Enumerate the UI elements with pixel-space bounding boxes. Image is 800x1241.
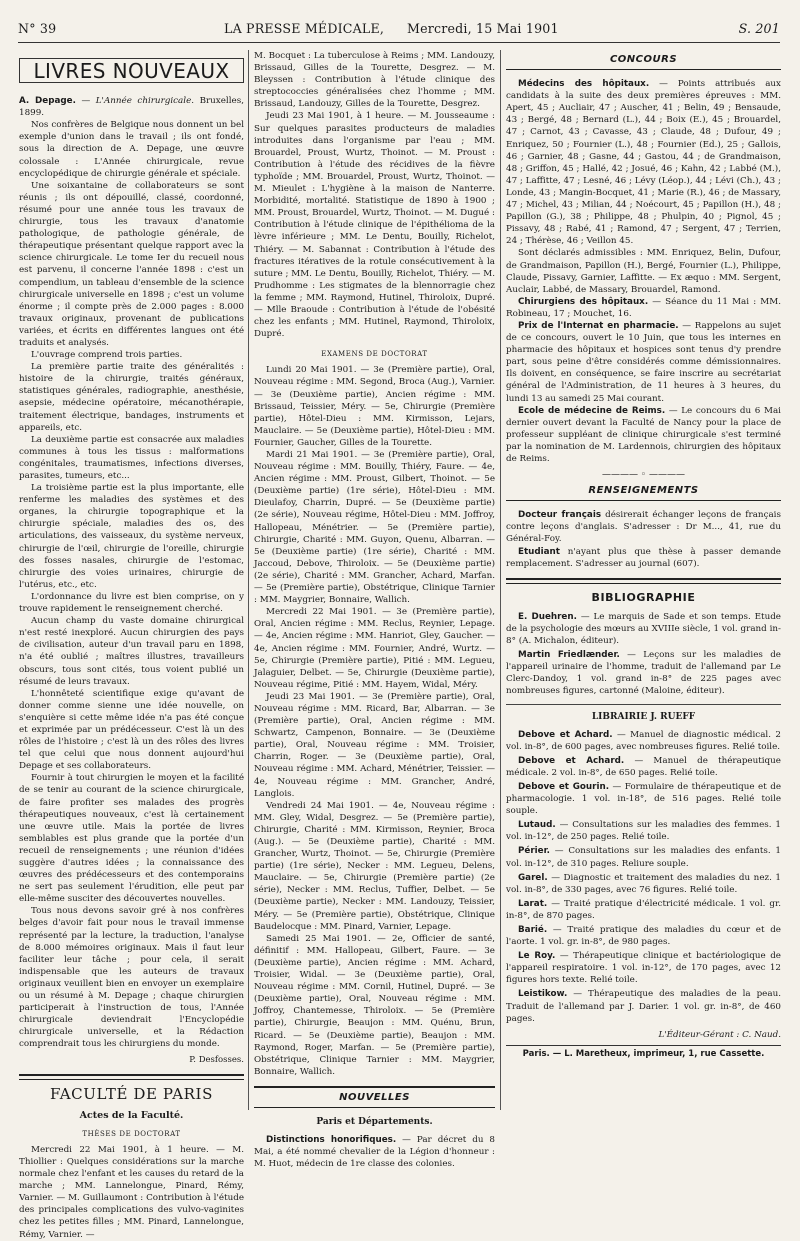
masthead-rule bbox=[18, 42, 780, 43]
examens-day: Lundi 20 Mai 1901. — 3e (Première partie), Oral, Nouveau régime : MM. Segond, Broca (Aug.), Varnier. — 3e (Deuxième partie), Ancien régime : MM. Brissaud, Teissier, Méry. — 5e, Chirurgie (Première partie), Hôtel-Dieu : MM. Kirmisson, Lejars, Mauclaire. — 5e (Deuxième partie), Hôtel-Dieu : MM. Fournier, Gaucher, Gilles de la Tourette. bbox=[254, 365, 495, 448]
examens-title: EXAMENS DE DOCTORAT bbox=[321, 350, 428, 359]
docteur-label: Docteur français bbox=[518, 510, 602, 521]
section-rule bbox=[506, 578, 781, 580]
book-entry bbox=[506, 845, 781, 869]
review-paragraph: Nos confrères de Belgique nous donnent un bel exemple d'union dans le travail ; ils ont fondé, sous la direction de A. Depage, une œuvre colossale : L'Année chirurgicale, revue encyclopédique de chirurgie générale et spéciale. bbox=[19, 120, 244, 179]
paris-title: Paris et Départements. bbox=[316, 1116, 433, 1127]
review-work: L'Année chirurgicale. bbox=[95, 96, 195, 107]
examens-day: Vendredi 24 Mai 1901. — 4e, Nouveau régime : MM. Gley, Widal, Desgrez. — 5e (Première partie), Chirurgie, Charité : MM. Kirmisson, Reynier, Broca (Aug.). — 5e (Deuxième partie), Charité : MM. Grancher, Wurtz, Thoinot. — 5e, Chirurgie (Première partie) (1re série), Necker : MM. Legueu, Delens, Mauclaire. — 5e, Chirurgie (Première partie) (2e série), Necker : MM. Reclus, Tuffier, Delbet. — 5e (Deuxième partie), Necker : MM. Landouzy, Teissier, Méry. — 5e (Première partie), Obstétrique, Clinique Baudelocque : MM. Pinard, Varnier, Lepage. bbox=[254, 800, 495, 932]
book-author: Lutaud. bbox=[518, 820, 556, 831]
review-author: A. Depage. bbox=[19, 96, 76, 107]
review-publisher: Bruxelles, 1899. bbox=[19, 96, 244, 119]
reims-label: Ecole de médecine de Reims. bbox=[518, 405, 666, 416]
internat-paragraph bbox=[506, 320, 781, 405]
review-paragraph: Fournir à tout chirurgien le moyen et la facilité de se tenir au courant de la science chirurgicale, de faire profiter ses malades des progrès thérapeutiques nouveaux, c'est là certainement une œuvre utile. Mais la portée de livres semblables est plus grande que la portée d'un recueil de renseignements ; une réunion d'idées suggère d'autres idées ; la connaissance des œuvres des prédécesseurs et des contemporains ne sert pas seulement l'érudition, elle peut par elle-même susciter des découvertes nouvelles. bbox=[19, 773, 244, 905]
book-text: — Formulaire de thérapeutique et de pharmacologie. 1 vol. in-18°, de 516 pages. Relié toile souple. bbox=[506, 781, 781, 817]
book-text: — Manuel de diagnostic médical. 2 vol. in-8°, de 600 pages, avec nombreuses figures. Relié toile. bbox=[506, 729, 781, 752]
review-paragraph: Tous nous devons savoir gré à nos confrères belges d'avoir fait pour nous le travail immense représenté par la lecture, la traduction, l'analyse de 8.000 mémoires originaux. Mais il faut leur faciliter leur tâche ; pour cela, il serait indispensable que les auteurs de travaux originaux veuillent bien en envoyer un exemplaire ou un résumé à M. Depage ; chaque chirurgien participerait à l'instruction de tous, l'Année chirurgicale deviendrait l'Encyclopédie chirurgicale universelle, et la Rédaction comprendrait tous les chirurgiens du monde. bbox=[19, 906, 244, 1050]
medecins-text: — Points attribués aux candidats à la suite des deux premières épreuves : MM. Apert, 45 ; Aucliair, 47 ; Auscher, 41 ; Belin, 49 ; Bensaude, 43 ; Bergé, 48 ; Bernard (L.), 44 ; Boix (E.), 45 ; Brouardel, 47 ; Carnot, 43 ; Cavasse, 43 ; Claude, 48 ; Dufour, 49 ; Enriquez, 50 ; Fournier (L.), 48 ; Fournier (Ed.), 25 ; Gallois, 46 ; Garnier, 48 ; Gasne, 44 ; Gastou, 44 ; de Grandmaison, 48 ; Griffon, 45 ; Hallé, 42 ; Josué, 46 ; Kahn, 42 ; Labbé (M.), 47 ; Laffitte, 47 ; Lesné, 46 ; Lévy (Léop.), 44 ; Lévi (Ch.), 43 ; Londe, 43 ; Mangin-Bocquet, 41 ; Marie (R.), 46 ; de Massary, 47 ; Michel, 43 ; Milian, 44 ; Noécourt, 45 ; Papillon (H.), 48 ; Papillon (G.), 38 ; Philippe, 48 ; Phulpin, 40 ; Pignol, 45 ; Pissavy, 48 ; Rabé, 41 ; Ramond, 47 ; Sergent, 47 ; Terrien, 24 ; Thérèse, 46 ; Veillon 45. bbox=[506, 79, 781, 247]
distinctions bbox=[254, 1134, 495, 1170]
distinctions-label: Distinctions honorifiques. bbox=[266, 1135, 397, 1146]
book-author: Barié. bbox=[518, 925, 548, 935]
book-text: — Consultations sur les maladies des femmes. 1 vol. in-12°, de 250 pages. Relié toile. bbox=[506, 820, 781, 843]
column-divider bbox=[500, 50, 501, 1110]
review-paragraph: L'ouvrage comprend trois parties. bbox=[31, 350, 183, 361]
book-author: Leistikow. bbox=[518, 989, 568, 1000]
rueff-title: LIBRAIRIE J. RUEFF bbox=[591, 711, 696, 722]
internat-label: Prix de l'Internat en pharmacie. bbox=[518, 320, 679, 331]
column-right bbox=[506, 50, 781, 1114]
book-entry bbox=[506, 950, 781, 986]
book-entry bbox=[506, 729, 781, 753]
theses-continued: Jeudi 23 Mai 1901, à 1 heure. — M. Jousseaume : Sur quelques parasites producteurs de maladies introduites dans l'organisme par l'eau ; MM. Brouardel, Proust, Wurtz, Thoinot. — M. Proust : Contribution à l'étude des récidives de la fièvre typhoïde ; MM. Brouardel, Proust, Wurtz, Thoinot. — M. Mieulet : L'hygiène à la maison de Nanterre. Morbidité, mortalité. Statistique de 1890 à 1900 ; MM. Proust, Brouardel, Wurtz, Thoinot. — M. Dugué : Contribution à l'étude clinique de l'épithélioma de la lèvre inférieure ; MM. Le Dentu, Bouilly, Richelot, Thiéry. — M. Sabannat : Contribution à l'étude des fractures itératives de la rotule consécutivement à la suture ; MM. Le Dentu, Bouilly, Richelot, Thiéry. — M. Prudhomme : Les stigmates de la blennorragie chez la femme ; MM. Raymond, Hutinel, Thiroloix, Dupré. — Mlle Braoude : Contribution à l'étude de l'obésité chez les enfants ; MM. Hutinel, Raymond, Thiroloix, Dupré. bbox=[254, 111, 495, 340]
review-paragraph: La troisième partie est la plus importante, elle renferme les maladies des systèmes et des organes, la chirurgie topographique et la chirurgie spéciale, maladies des os, des articulations, des vaisseaux, du système nerveux, chirurgie de l'œil, chirurgie de l'oreille, chirurgie des fosses nasales, chirurgie de l'estomac, chirurgie des voies urinaires, chirurgie de l'utérus, etc., etc. bbox=[19, 483, 244, 590]
column-divider bbox=[248, 50, 249, 1110]
section-rule bbox=[19, 1074, 244, 1076]
book-author: Périer. bbox=[518, 846, 550, 857]
book-author: Martin Friedlænder. bbox=[518, 650, 620, 661]
book-author: Garel. bbox=[518, 872, 548, 883]
review-paragraph: La deuxième partie est consacrée aux maladies communes à tous les tissus : malformations congénitales, traumatismes, infections diverses, parasites, tumeurs, etc... bbox=[19, 434, 244, 481]
docteur-ad bbox=[506, 509, 781, 545]
book-entry bbox=[506, 924, 781, 948]
book-text: — Diagnostic et traitement des maladies du nez. 1 vol. in-8°, de 330 pages, avec 76 figures. Relié toile. bbox=[506, 872, 781, 895]
ornament-divider: ———— ◦ ———— bbox=[601, 470, 686, 481]
book-author: E. Duehren. bbox=[518, 611, 577, 622]
theses-title: THÈSES DE DOCTORAT bbox=[82, 1129, 181, 1138]
issue-number: N° 39 bbox=[18, 21, 57, 36]
book-entry bbox=[506, 781, 781, 817]
chirurgiens-paragraph bbox=[506, 296, 781, 320]
editeur-gerant: L'Éditeur-Gérant : C. Naud. bbox=[658, 1029, 781, 1040]
reims-paragraph bbox=[506, 405, 781, 465]
masthead bbox=[18, 21, 780, 39]
book-entry bbox=[506, 819, 781, 843]
section-rule bbox=[254, 1086, 495, 1088]
journal-title: LA PRESSE MÉDICALE, bbox=[224, 21, 385, 36]
nouvelles-title: NOUVELLES bbox=[339, 1091, 410, 1103]
theses-text: Mercredi 22 Mai 1901, à 1 heure. — M. Thiollier : Quelques considérations sur la marche normale chez l'enfant et les causes du retard de la marche ; MM. Lannelongue, Pinard, Rémy, Varnier. — M. Guillaumont : Contribution à l'étude des principales complications des vulvo-vaginites chez les petites filles ; MM. Pinard, Lannelongue, Rémy, Varnier. — bbox=[19, 1144, 244, 1240]
bibliographie-title: BIBLIOGRAPHIE bbox=[591, 590, 696, 604]
issue-date: Mercredi, 15 Mai 1901 bbox=[407, 21, 559, 36]
column-left bbox=[19, 50, 244, 1240]
book-author: Debove et Achard. bbox=[518, 729, 613, 740]
examens-day: Samedi 25 Mai 1901. — 2e, Officier de santé, définitif : MM. Hallopeau, Gilbert, Faure. — 3e (Deuxième partie), Ancien régime : MM. Achard, Troisier, Widal. — 3e (Deuxième partie), Oral, Nouveau régime : MM. Cornil, Hutinel, Dupré. — 3e (Deuxième partie), Oral, Nouveau régime : MM. Joffroy, Chantemesse, Thiroloix. — 5e (Première partie), Chirurgie, Beaujon : MM. Quénu, Brun, Ricard. — 5e (Deuxième partie), Beaujon : MM. Raymond, Roger, Marfan. — 5e (Première partie), Obstétrique, Clinique Tarnier : MM. Maygrier, Bonnaire, Wallich. bbox=[254, 933, 495, 1077]
section-rule bbox=[506, 583, 781, 584]
review-paragraph: La première partie traite des généralités : histoire de la chirurgie, traités généraux, statistiques générales, radiographie, anesthésie, asepsie, médecine opératoire, mécanothérapie, traitement électrique, bandages, instruments et appareils, etc. bbox=[19, 362, 244, 433]
book-text: — Traité pratique des maladies du cœur et de l'aorte. 1 vol. gr. in-8°, de 980 pages. bbox=[506, 925, 781, 948]
concours-title: CONCOURS bbox=[609, 54, 678, 65]
book-author: Le Roy. bbox=[518, 951, 556, 962]
medecins-label: Médecins des hôpitaux. bbox=[518, 79, 650, 90]
book-text: — Traité pratique d'électricité médicale. 1 vol. gr. in-8°, de 870 pages. bbox=[506, 898, 781, 921]
chirurgiens-text: — Séance du 11 Mai : MM. Robineau, 17 ; Mouchet, 16. bbox=[506, 296, 781, 319]
book-text: — Thérapeutique clinique et bactériologique de l'appareil respiratoire. 1 vol. in-12°, de 170 pages, avec 12 figures hors texte. Relié toile. bbox=[506, 951, 781, 986]
etudiant-label: Etudiant bbox=[518, 546, 560, 557]
review-paragraph: L'honnêteté scientifique exige qu'avant de donner comme sienne une idée nouvelle, on s'enquière si cette même idée n'a pas été conçue et exprimée par un prédécesseur. C'est là un des rôles de l'histoire ; c'est là un des rôles des livres tel que celui que nous donnent aujourd'hui Depage et ses collaborateurs. bbox=[19, 688, 244, 772]
admissibles-text: Sont déclarés admissibles : MM. Enriquez, Belin, Dufour, de Grandmaison, Papillon (H.), Bergé, Fournier (L.), Philippe, Claude, Pissavy, Garnier, Laffitte. — Ex æquo : MM. Sergent, Auclair, Labbé, de Massary, Brouardel, Ramond. bbox=[506, 248, 781, 295]
examens-day: Jeudi 23 Mai 1901. — 3e (Première partie), Oral, Nouveau régime : MM. Ricard, Bar, Albarran. — 3e (Première partie), Oral, Ancien régime : MM. Schwartz, Campenon, Bonnaire. — 3e (Deuxième partie), Oral, Nouveau régime : MM. Troisier, Charrin, Roger. — 3e (Deuxième partie), Oral, Nouveau régime : MM. Achard, Ménétrier, Teissier. — 4e, Nouveau régime : MM. Grancher, André, Langlois. bbox=[254, 691, 495, 799]
etudiant-ad bbox=[506, 546, 781, 570]
book-author: Debove et Achard. bbox=[518, 755, 625, 766]
review-paragraph: Aucun champ du vaste domaine chirurgical n'est resté inexploré. Aucun chirurgien des pays de civilisation, auteur d'un travail paru en 1898, n'a été oublié ; maîtres illustres, travailleurs obscurs, tous sont cités, tous voient publié un résumé de leurs travaux. bbox=[19, 616, 244, 687]
book-entry bbox=[506, 898, 781, 922]
book-text: — Le marquis de Sade et son temps. Etude de la psychologie des mœurs au XVIIIe siècle, 1 vol. grand in-8° (A. Michalon, éditeur). bbox=[506, 611, 781, 647]
review-signature: P. Desfosses. bbox=[189, 1054, 244, 1065]
examens-day: Mardi 21 Mai 1901. — 3e (Première partie), Oral, Nouveau régime : MM. Bouilly, Thiéry, Faure. — 4e, Ancien régime : MM. Proust, Gilbert, Thoinot. — 5e (Deuxième partie) (1re série), Hôtel-Dieu : MM. Dieulafoy, Charrin, Dupré. — 5e (Deuxième partie) (2e série), Nouveau régime, Hôtel-Dieu : MM. Joffroy, Hallopeau, Ménétrier. — 5e (Première partie), Chirurgie, Charité : MM. Guyon, Quenu, Albarran. — 5e (Deuxième partie) (1re série), Charité : MM. Jaccoud, Debove, Thiroloix. — 5e (Deuxième partie) (2e série), Charité : MM. Grancher, Achard, Marfan. — 5e (Première partie), Obstétrique, Clinique Tarnier : MM. Maygrier, Bonnaire, Wallich. bbox=[254, 450, 495, 606]
chirurgiens-label: Chirurgiens des hôpitaux. bbox=[518, 296, 649, 307]
actes-title: Actes de la Faculté. bbox=[79, 1109, 184, 1121]
section-rule bbox=[254, 1107, 495, 1108]
reims-text: — Le concours du 6 Mai dernier ouvert devant la Faculté de Nancy pour la place de professeur suppléant de clinique chirurgicale s'est terminé par la nomination de M. Lardennois, chirurgien des hôpitaux de Reims. bbox=[506, 405, 781, 464]
book-entry bbox=[506, 755, 781, 779]
examens-day: Mercredi 22 Mai 1901. — 3e (Première partie), Oral, Ancien régime : MM. Reclus, Reynier, Lepage. — 4e, Ancien régime : MM. Hanriot, Gley, Gaucher. — 4e, Ancien régime : MM. Fournier, André, Wurtz. — 5e, Chirurgie (Première partie), Pitié : MM. Legueu, Jalaguier, Delbet. — 5e, Chirurgie (Deuxième partie), Nouveau régime, Pitié : MM. Hayem, Widal, Méry. bbox=[254, 607, 495, 690]
book-text: — Thérapeutique des maladies de la peau. Traduit de l'allemand par J. Darier. 1 vol. gr. in-8°, de 460 pages. bbox=[506, 989, 781, 1024]
renseignements-title: RENSEIGNEMENTS bbox=[588, 485, 699, 497]
section-rule bbox=[506, 69, 781, 70]
review-paragraph: L'ordonnance du livre est bien comprise, on y trouve rapidement le renseignement cherché. bbox=[19, 591, 244, 615]
review-paragraph: Une soixantaine de collaborateurs se sont réunis ; ils ont dépouillé, classé, coordonné, résumé pour une année tous les travaux de chirurgie, tous les travaux d'anatomie pathologique, de pathologie générale, de thérapeutique présentant quelque rapport avec la science chirurgicale. Le tome Ier du recueil nous est parvenu, il concerne l'année 1898 : c'est un compendium, un tableau d'ensemble de la science chirurgicale universelle en 1898 ; c'est un volume énorme ; il compte près de 2.000 pages : 8.000 travaux originaux, provenant de publications variées, et écrits en différentes langues ont été traduits et analysés. bbox=[19, 180, 244, 348]
internat-text: — Rappelons au sujet de ce concours, ouvert le 10 Juin, que tous les internes en pharmacie des hôpitaux et hospices sont tenus d'y prendre part, sous peine d'être considérés comme démissionnaires. Ils doivent, en conséquence, se faire inscrire au secrétariat général de l'Administration, de 11 heures à 3 heures, du lundi 13 au samedi 25 Mai courant. bbox=[506, 320, 781, 404]
section-rule bbox=[19, 1079, 244, 1080]
book-text: — Consultations sur les maladies des enfants. 1 vol. in-12°, de 310 pages. Reliure souple. bbox=[506, 846, 781, 869]
distinctions-text: — Par décret du 8 Mai, a été nommé chevalier de la Légion d'honneur : M. Huot, médecin de 1re classe des colonies. bbox=[254, 1135, 495, 1170]
etudiant-text: n'ayant plus que thèse à passer demande remplacement. S'adresser au journal (607). bbox=[506, 546, 781, 569]
section-rule bbox=[506, 500, 781, 501]
book-entry bbox=[506, 988, 781, 1024]
book-entry bbox=[506, 872, 781, 896]
book-author: Debove et Gourin. bbox=[518, 781, 610, 792]
section-rule bbox=[506, 704, 781, 705]
book-entry bbox=[506, 649, 781, 697]
theses-continued: M. Bocquet : La tuberculose à Reims ; MM. Landouzy, Brissaud, Gilles de la Tourette, Desgrez. — M. Bleyssen : Contribution à l'étude clinique des streptococcies généralisées chez l'homme ; MM. Brissaud, Landouzy, Gilles de la Tourette, Desgrez. bbox=[254, 51, 495, 110]
docteur-text: désirerait échanger leçons de français contre leçons d'anglais. S'adresser : Dr M..., 41, rue du Général-Foy. bbox=[506, 510, 781, 545]
book-text: — Manuel de thérapeutique médicale. 2 vol. in-8°, de 650 pages. Relié toile. bbox=[506, 755, 781, 778]
printer-line: Paris. — L. Maretheux, imprimeur, 1, rue Cassette. bbox=[506, 1045, 781, 1060]
column-middle bbox=[254, 50, 495, 1170]
book-text: — Leçons sur les maladies de l'appareil urinaire de l'homme, traduit de l'allemand par Le Clerc-Dandoy, 1 vol. grand in-8° de 225 pages avec nombreuses figures, cartonné (Maloine, éditeur). bbox=[506, 650, 781, 697]
section-title-livres: LIVRES NOUVEAUX bbox=[19, 58, 244, 83]
book-author: Larat. bbox=[518, 898, 548, 909]
review-heading: A. Depage. — L'Année chirurgicale. Bruxelles, 1899. bbox=[19, 96, 244, 119]
book-entry bbox=[506, 611, 781, 647]
page-number: S. 201 bbox=[738, 21, 780, 36]
medecins-paragraph bbox=[506, 78, 781, 247]
faculte-title: FACULTÉ DE PARIS bbox=[50, 1084, 213, 1103]
